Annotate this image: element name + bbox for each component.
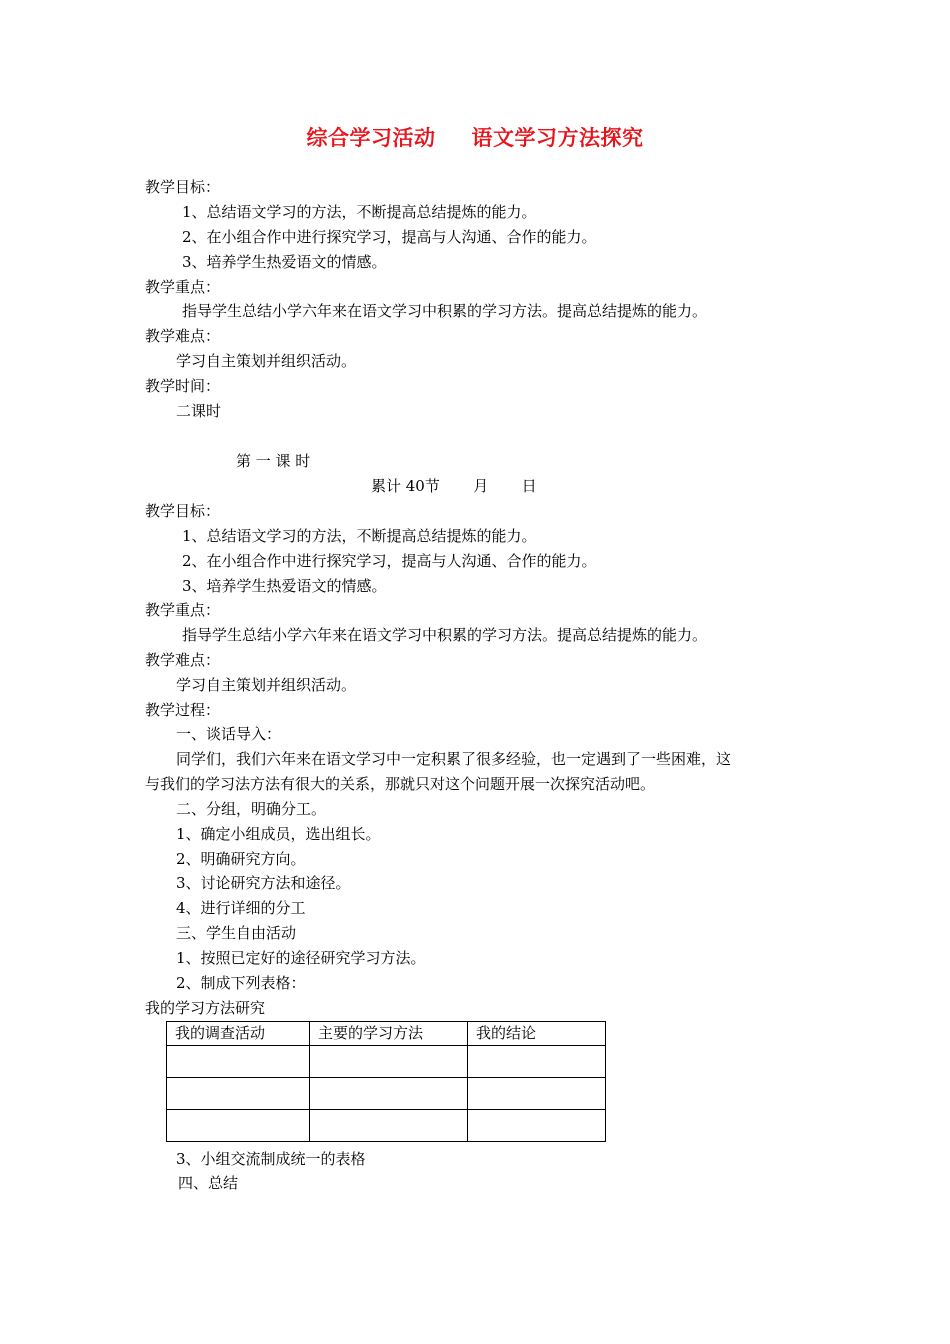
table-header-cell: 我的结论: [468, 1022, 606, 1046]
step3-after: 3、小组交流制成统一的表格: [176, 1150, 366, 1168]
step2-title: 二、分组，明确分工。: [176, 800, 327, 818]
step1-title: 一、谈话导入：: [176, 725, 282, 743]
table-cell[interactable]: [468, 1078, 606, 1110]
table-cell[interactable]: [167, 1110, 310, 1142]
intro-goals-label: 教学目标：: [145, 178, 221, 196]
lesson-counter: 累计 40节 月 日: [371, 477, 537, 495]
table-cell[interactable]: [468, 1046, 606, 1078]
table-caption: 我的学习方法研究: [145, 999, 266, 1017]
table-cell[interactable]: [310, 1110, 468, 1142]
lesson-difficulty-text: 学习自主策划并组织活动。: [176, 676, 357, 694]
table-header-row: [167, 1022, 606, 1046]
lesson-goal-2: 2、在小组合作中进行探究学习，提高与人沟通、合作的能力。: [182, 552, 597, 570]
step4-title: 四、总结: [178, 1174, 239, 1192]
table-row: [167, 1078, 606, 1110]
table-header-cell: 我的调查活动: [167, 1022, 310, 1046]
document-title: [0, 122, 950, 152]
intro-goal-2: 2、在小组合作中进行探究学习，提高与人沟通、合作的能力。: [182, 228, 597, 246]
title-part-1: 综合学习活动: [306, 126, 436, 150]
step2-item-4: 4、进行详细的分工: [176, 899, 306, 917]
lesson-goal-1: 1、总结语文学习的方法，不断提高总结提炼的能力。: [182, 527, 537, 545]
lesson-difficulty-label: 教学难点：: [145, 651, 221, 669]
intro-difficulty-label: 教学难点：: [145, 327, 221, 345]
table-cell[interactable]: [468, 1110, 606, 1142]
step3-item-1: 1、按照已定好的途径研究学习方法。: [176, 949, 426, 967]
step2-item-2: 2、明确研究方向。: [176, 850, 306, 868]
table-row: [167, 1110, 606, 1142]
lesson-goals-label: 教学目标：: [145, 502, 221, 520]
intro-time-label: 教学时间：: [145, 377, 221, 395]
step2-item-3: 3、讨论研究方法和途径。: [176, 874, 351, 892]
study-method-table: [166, 1021, 606, 1142]
intro-goal-1: 1、总结语文学习的方法，不断提高总结提炼的能力。: [182, 203, 537, 221]
intro-key-label: 教学重点：: [145, 278, 221, 296]
title-part-2: 语文学习方法探究: [471, 126, 644, 150]
lesson-key-text: 指导学生总结小学六年来在语文学习中积累的学习方法。提高总结提炼的能力。: [182, 626, 708, 644]
intro-difficulty-text: 学习自主策划并组织活动。: [176, 352, 357, 370]
step3-item-2: 2、制成下列表格：: [176, 974, 306, 992]
table-cell[interactable]: [167, 1078, 310, 1110]
table-header-cell: 主要的学习方法: [310, 1022, 468, 1046]
step1-text-line1: 同学们，我们六年来在语文学习中一定积累了很多经验，也一定遇到了一些困难，这: [176, 750, 732, 768]
step1-text-line2: 与我们的学习法方法有很大的关系，那就只对这个问题开展一次探究活动吧。: [145, 775, 656, 793]
table-row: [167, 1046, 606, 1078]
step2-item-1: 1、确定小组成员，选出组长。: [176, 825, 381, 843]
table-cell[interactable]: [310, 1046, 468, 1078]
intro-time-text: 二课时: [176, 402, 222, 420]
intro-key-text: 指导学生总结小学六年来在语文学习中积累的学习方法。提高总结提炼的能力。: [182, 302, 708, 320]
table-cell[interactable]: [167, 1046, 310, 1078]
lesson-key-label: 教学重点：: [145, 601, 221, 619]
intro-goal-3: 3、培养学生热爱语文的情感。: [182, 253, 387, 271]
table-cell[interactable]: [310, 1078, 468, 1110]
lesson-heading: 第 一 课 时: [236, 452, 311, 470]
lesson-goal-3: 3、培养学生热爱语文的情感。: [182, 577, 387, 595]
lesson-process-label: 教学过程：: [145, 701, 221, 719]
step3-title: 三、学生自由活动: [176, 924, 297, 942]
